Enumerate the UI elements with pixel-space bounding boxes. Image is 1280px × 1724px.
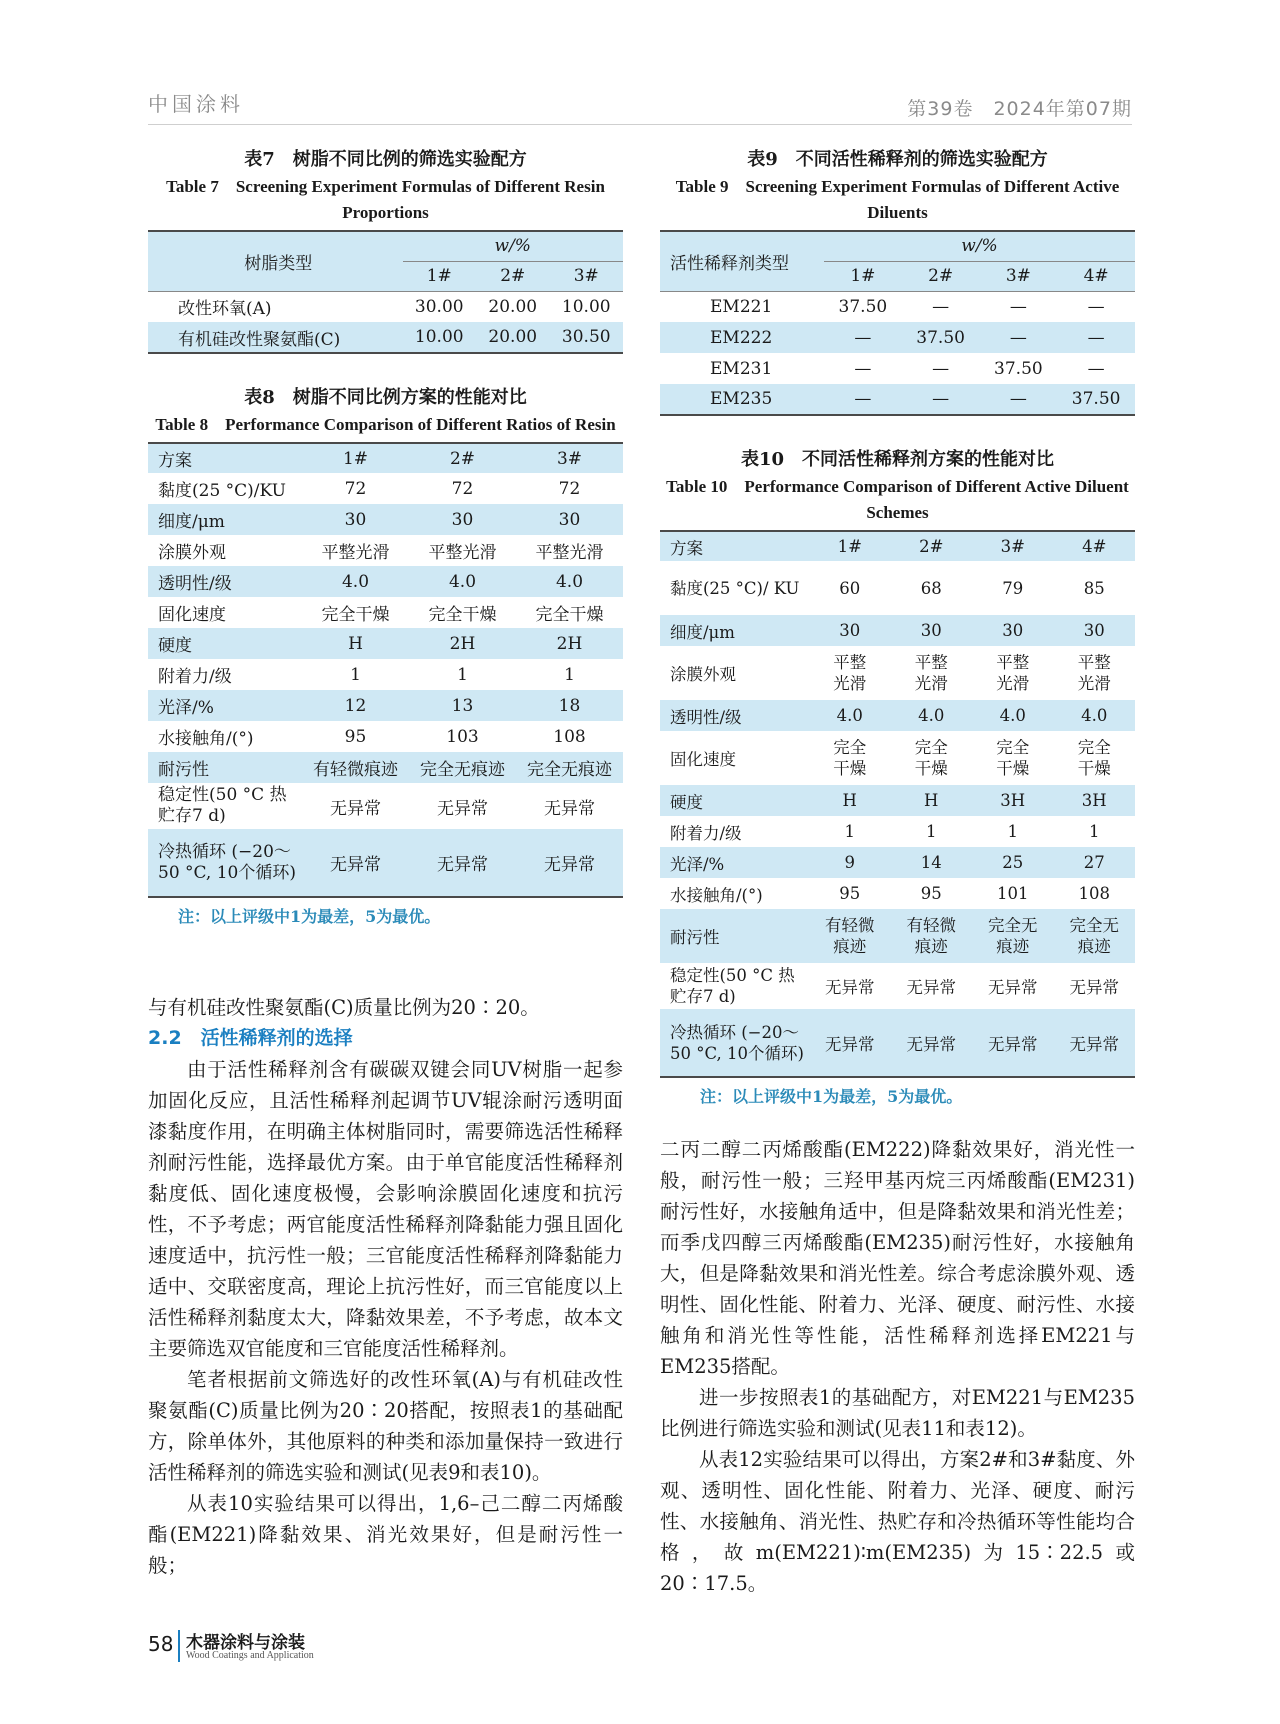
table8-caption (148, 384, 623, 438)
cell: 9 (809, 847, 891, 878)
cell: 13 (409, 690, 516, 721)
row-label: 耐污性 (660, 909, 809, 963)
table8-caption-en: Table 8 Performance Comparison of Different Ratios of Resin (155, 415, 616, 434)
cell: 无异常 (825, 978, 875, 997)
table10 (660, 530, 1135, 1078)
table9-block (660, 146, 1135, 416)
cell: 4.0 (972, 700, 1054, 731)
cell: 103 (446, 726, 479, 747)
table7-caption (148, 146, 623, 226)
row-label: 附着力/级 (158, 667, 232, 687)
table-row (660, 646, 1135, 700)
cell: — (854, 358, 872, 379)
row-label: 稳定性(50 °C 热贮存7 d) (158, 785, 287, 826)
table-row (148, 473, 623, 504)
table7-col: 3# (549, 261, 623, 291)
cell: 37.50 (838, 296, 888, 317)
footer-journal-zh: 木器涂料与涂装 (186, 1633, 305, 1653)
cell: 1 (926, 822, 937, 841)
table10-col: 4# (1054, 531, 1136, 561)
table9 (660, 230, 1135, 416)
table-row (148, 721, 623, 752)
cell: 95 (920, 884, 942, 903)
cell: 无异常 (409, 829, 516, 897)
cell: — (1087, 358, 1105, 379)
cell: 101 (997, 884, 1029, 903)
cell: H (302, 628, 409, 659)
table10-caption-en: Table 10 Performance Comparison of Different Active Diluent Schemes (666, 477, 1129, 522)
row-label: 细度/μm (148, 504, 302, 535)
table8-col: 3# (516, 443, 623, 473)
table10-col-header: 方案 (660, 531, 809, 561)
table8-col-header: 方案 (148, 443, 302, 473)
row-label: 细度/μm (660, 615, 809, 646)
left-body-text (148, 992, 623, 1581)
cell: 完全无痕迹 (516, 752, 623, 783)
cell: 37.50 (1057, 384, 1135, 415)
cell: 无异常 (302, 829, 409, 897)
cell: 30.00 (414, 296, 464, 317)
table-row (148, 291, 623, 322)
table8 (148, 442, 623, 898)
table-row (148, 628, 623, 659)
cell: 108 (1078, 884, 1110, 903)
cell: 30 (809, 615, 891, 646)
table9-col: 4# (1057, 261, 1135, 291)
cell: 20.00 (476, 322, 549, 353)
row-label: 水接触角/(°) (670, 885, 763, 905)
paragraph: 从表10实验结果可以得出，1,6–己二醇二丙烯酸酯(EM221)降黏效果、消光效果好，但是耐污性一般； (148, 1492, 623, 1577)
table7-col: 1# (403, 261, 476, 291)
cell: 无异常 (906, 978, 956, 997)
cell: 4.0 (809, 700, 891, 731)
cell: 有轻微痕迹 (302, 752, 409, 783)
table9-caption-zh: 表9 不同活性稀释剂的筛选实验配方 (747, 149, 1048, 170)
row-label: 涂膜外观 (158, 543, 226, 563)
table-row (660, 785, 1135, 816)
cell: 3H (972, 785, 1054, 816)
paragraph: 从表12实验结果可以得出，方案2#和3#黏度、外观、透明性、固化性能、附着力、光泽、硬度、耐污性、水接触角、消光性、热贮存和冷热循环等性能均合格，故m(EM221)∶m(EM235)为15∶22.5或20∶17.5。 (660, 1448, 1135, 1595)
table10-col: 3# (972, 531, 1054, 561)
table10-note: 注：以上评级中1为最差，5为最优。 (700, 1087, 963, 1106)
table7-block (148, 146, 623, 354)
cell: 完全干燥 (535, 605, 604, 625)
cell: 1 (844, 822, 855, 841)
cell: 1 (1007, 822, 1018, 841)
cell: 30 (972, 615, 1054, 646)
table-row (660, 384, 1135, 415)
table-row (660, 963, 1135, 1009)
row-label: 透明性/级 (148, 566, 302, 597)
cell: — (932, 358, 950, 379)
table9-col: 3# (980, 261, 1058, 291)
cell: 平整光滑 (428, 543, 497, 563)
table7-unit: w/% (403, 231, 623, 261)
table7-col-header: 树脂类型 (148, 231, 403, 291)
table-row (148, 690, 623, 721)
table9-col: 2# (902, 261, 980, 291)
cell: 4.0 (891, 700, 973, 731)
table8-block (148, 384, 623, 927)
row-label: 固化速度 (670, 750, 736, 769)
paragraph: 笔者根据前文筛选好的改性环氧(A)与有机硅改性聚氨酯(C)质量比例为20∶20搭配，按照表1的基础配方，除单体外，其他原料的种类和添加量保持一致进行活性稀释剂的筛选实验和测试(见表9和表10)。 (148, 1368, 623, 1484)
cell: 完全干燥 (321, 605, 390, 625)
cell: 有轻微 痕迹 (809, 909, 891, 963)
table-row (660, 615, 1135, 646)
table-row (660, 561, 1135, 615)
row-label: EM235 (660, 384, 824, 415)
cell: 平整 光滑 (914, 653, 948, 693)
row-label: 冷热循环 (−20～50 °C, 10个循环) (660, 1009, 809, 1077)
table9-caption (660, 146, 1135, 226)
table8-col: 1# (302, 443, 409, 473)
cell: 30 (516, 504, 623, 535)
row-label: 光泽/% (660, 847, 809, 878)
table-row (148, 752, 623, 783)
cell: 79 (1002, 578, 1024, 598)
cell: 无异常 (544, 798, 595, 819)
cell: 无异常 (437, 798, 488, 819)
row-label: 涂膜外观 (670, 665, 736, 684)
row-label: 硬度 (148, 628, 302, 659)
cell: — (824, 384, 902, 415)
table9-caption-en: Table 9 Screening Experiment Formulas of Different Active Diluents (675, 177, 1120, 222)
paragraph: 与有机硅改性聚氨酯(C)质量比例为20∶20。 (148, 996, 540, 1019)
cell: 10.00 (561, 296, 611, 317)
row-label: 硬度 (660, 785, 809, 816)
row-label: EM222 (660, 322, 824, 353)
running-header-journal: 中国涂料 (148, 92, 244, 116)
row-label: 透明性/级 (660, 700, 809, 731)
cell: 4.0 (302, 566, 409, 597)
cell: — (902, 384, 980, 415)
table-row (148, 504, 623, 535)
table-row (660, 731, 1135, 785)
cell: — (980, 384, 1058, 415)
row-label: 改性环氧(A) (178, 299, 272, 320)
cell: 完全无 痕迹 (1054, 909, 1136, 963)
section-heading: 2.2 活性稀释剂的选择 (148, 1027, 353, 1049)
cell: 60 (839, 578, 861, 598)
table-row (660, 322, 1135, 353)
cell: — (980, 322, 1058, 353)
cell: — (932, 296, 950, 317)
cell: — (1087, 296, 1105, 317)
table10-col: 2# (891, 531, 973, 561)
table-row (660, 353, 1135, 384)
table8-caption-zh: 表8 树脂不同比例方案的性能对比 (244, 387, 527, 408)
table9-col-header: 活性稀释剂类型 (660, 231, 824, 291)
row-label: EM221 (710, 296, 773, 317)
table-row (148, 597, 623, 628)
cell: 完全 干燥 (996, 738, 1030, 778)
cell: 2H (409, 628, 516, 659)
table-row (660, 909, 1135, 963)
table7-caption-en: Table 7 Screening Experiment Formulas of Different Resin Proportions (166, 177, 605, 222)
cell: 3H (1054, 785, 1136, 816)
cell: 平整光滑 (321, 543, 390, 563)
cell: 30 (302, 504, 409, 535)
cell: — (1057, 322, 1135, 353)
cell: 无异常 (1069, 978, 1119, 997)
running-header-issue: 第39卷 2024年第07期 (907, 98, 1132, 120)
table10-caption (660, 446, 1135, 526)
cell: 完全无 痕迹 (972, 909, 1054, 963)
table-row (660, 1009, 1135, 1077)
table9-col: 1# (824, 261, 902, 291)
cell: 12 (302, 690, 409, 721)
table-row (660, 816, 1135, 847)
footer-divider (178, 1630, 180, 1662)
paragraph: 由于活性稀释剂含有碳碳双键会同UV树脂一起参加固化反应，且活性稀释剂起调节UV辊涂耐污透明面漆黏度作用，在明确主体树脂同时，需要筛选活性稀释剂耐污性能，选择最优方案。由于单官能度活性稀释剂黏度低、固化速度极慢，会影响涂膜固化速度和抗污性，不予考虑；两官能度活性稀释剂降黏能力强且固化速度适中，抗污性一般；三官能度活性稀释剂降黏能力适中、交联密度高，理论上抗污性好，而三官能度以上活性稀释剂黏度太大，降黏效果差，不予考虑，故本文主要筛选双官能度和三官能度活性稀释剂。 (148, 1058, 623, 1360)
cell: 72 (558, 478, 581, 499)
cell: 无异常 (330, 798, 381, 819)
table-row (148, 535, 623, 566)
table-row (148, 659, 623, 690)
cell: 2H (516, 628, 623, 659)
cell: 1 (1089, 822, 1100, 841)
table10-block (660, 446, 1135, 1107)
footer-journal-en: Wood Coatings and Application (186, 1650, 314, 1661)
cell: 有轻微 痕迹 (891, 909, 973, 963)
cell: H (809, 785, 891, 816)
table-row (148, 829, 623, 897)
cell: 95 (344, 726, 367, 747)
table10-col: 1# (809, 531, 891, 561)
row-label: 固化速度 (158, 605, 226, 625)
cell: 平整 光滑 (1077, 653, 1111, 693)
cell: 30 (1054, 615, 1136, 646)
cell: 72 (344, 478, 367, 499)
cell: 无异常 (988, 978, 1038, 997)
cell: 68 (920, 578, 942, 598)
table8-note: 注：以上评级中1为最差，5为最优。 (178, 907, 441, 926)
cell: 完全 干燥 (833, 738, 867, 778)
cell: 1 (564, 664, 575, 685)
cell: 27 (1054, 847, 1136, 878)
paragraph: 进一步按照表1的基础配方，对EM221与EM235比例进行筛选实验和测试(见表11和表12)。 (660, 1386, 1135, 1440)
table7 (148, 230, 623, 354)
row-label: 水接触角/(°) (158, 729, 254, 749)
cell: 无异常 (891, 1009, 973, 1077)
cell: 14 (891, 847, 973, 878)
cell: 108 (553, 726, 586, 747)
cell: — (1009, 296, 1027, 317)
cell: 30 (409, 504, 516, 535)
row-label: EM231 (710, 358, 773, 379)
row-label: 有机硅改性聚氨酯(C) (148, 322, 403, 353)
cell: 4.0 (1054, 700, 1136, 731)
right-body-text (660, 1134, 1135, 1599)
page-number: 58 (148, 1632, 174, 1656)
cell: 1 (350, 664, 361, 685)
cell: 85 (1083, 578, 1105, 598)
table-row (660, 878, 1135, 909)
row-label: 黏度(25 °C)/KU (158, 481, 286, 501)
header-divider (148, 124, 1132, 125)
row-label: 稳定性(50 °C 热贮存7 d) (670, 966, 795, 1006)
cell: — (824, 322, 902, 353)
table7-caption-zh: 表7 树脂不同比例的筛选实验配方 (244, 149, 527, 170)
cell: 无异常 (972, 1009, 1054, 1077)
table10-caption-zh: 表10 不同活性稀释剂方案的性能对比 (740, 449, 1055, 470)
table-row (660, 847, 1135, 878)
cell: 72 (451, 478, 474, 499)
cell: 18 (516, 690, 623, 721)
table7-col: 2# (476, 261, 549, 291)
row-label: 黏度(25 °C)/ KU (670, 578, 800, 598)
cell: 平整 光滑 (833, 653, 867, 693)
cell: 95 (839, 884, 861, 903)
cell: 37.50 (902, 322, 980, 353)
table-row (660, 700, 1135, 731)
paragraph: 二丙二醇二丙烯酸酯(EM222)降黏效果好，消光性一般，耐污性一般；三羟甲基丙烷三丙烯酸酯(EM231)耐污性好，水接触角适中，但是降黏效果和消光性差；而季戊四醇三丙烯酸酯(EM235)耐污性好，水接触角大，但是降黏效果和消光性差。综合考虑涂膜外观、透明性、固化性能、附着力、光泽、硬度、耐污性、水接触角和消光性等性能，活性稀释剂选择EM221与EM235搭配。 (660, 1138, 1135, 1378)
row-label: 冷热循环 (−20～50 °C, 10个循环) (148, 829, 302, 897)
table-row (148, 566, 623, 597)
cell: 4.0 (409, 566, 516, 597)
cell: 4.0 (516, 566, 623, 597)
table9-unit: w/% (824, 231, 1135, 261)
cell: 1 (457, 664, 468, 685)
cell: 25 (972, 847, 1054, 878)
cell: H (891, 785, 973, 816)
cell: 20.00 (488, 296, 538, 317)
cell: 平整 光滑 (996, 653, 1030, 693)
cell: 无异常 (1054, 1009, 1136, 1077)
cell: 无异常 (516, 829, 623, 897)
table8-col: 2# (409, 443, 516, 473)
cell: 30 (891, 615, 973, 646)
cell: 10.00 (403, 322, 476, 353)
cell: 完全 干燥 (1077, 738, 1111, 778)
cell: 完全干燥 (428, 605, 497, 625)
cell: 无异常 (809, 1009, 891, 1077)
cell: 完全无痕迹 (409, 752, 516, 783)
table-row (148, 322, 623, 353)
row-label: 光泽/% (148, 690, 302, 721)
table-row (660, 291, 1135, 322)
cell: 30.50 (549, 322, 623, 353)
cell: 平整光滑 (535, 543, 604, 563)
cell: 37.50 (994, 358, 1043, 379)
cell: 完全 干燥 (914, 738, 948, 778)
row-label: 附着力/级 (670, 823, 742, 843)
row-label: 耐污性 (148, 752, 302, 783)
table-row (148, 783, 623, 829)
